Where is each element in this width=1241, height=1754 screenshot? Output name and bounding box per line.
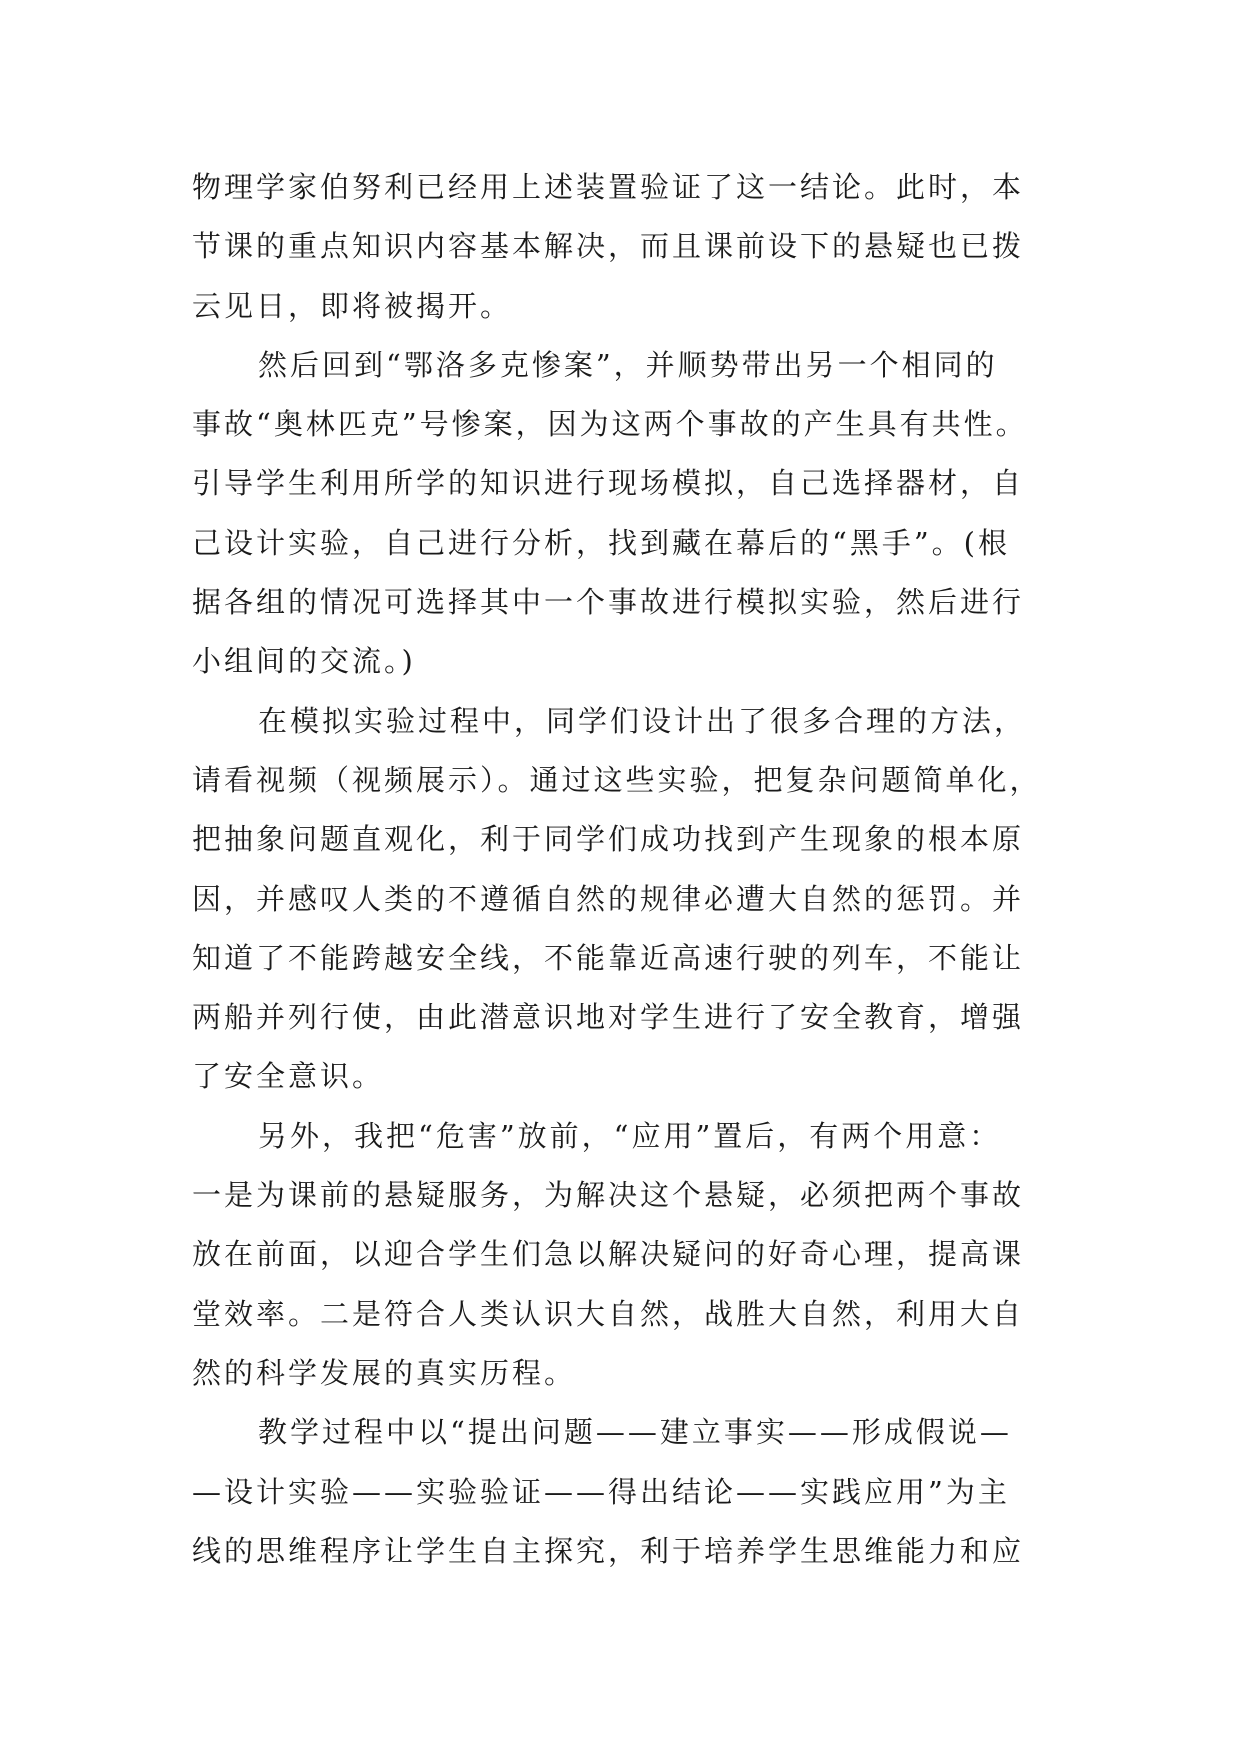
- text-line: 教学过程中以“提出问题——建立事实——形成假说—: [258, 1415, 1012, 1450]
- text-line: 一是为课前的悬疑服务，为解决这个悬疑，必须把两个事故: [192, 1178, 1025, 1213]
- text-line: 另外，我把“危害”放前，“应用”置后，有两个用意：: [258, 1118, 1002, 1153]
- text-line: 因，并感叹人类的不遵循自然的规律必遭大自然的惩罚。并: [192, 881, 1025, 916]
- text-line: 物理学家伯努利已经用上述装置验证了这一结论。此时，本: [192, 170, 1025, 204]
- text-line: 小组间的交流。): [192, 644, 416, 679]
- paragraph: [192, 336, 1052, 692]
- paragraph: [192, 1403, 1052, 1581]
- text-line: 据各组的情况可选择其中一个事故进行模拟实验，然后进行: [192, 585, 1025, 620]
- text-line: 两船并列行使，由此潜意识地对学生进行了安全教育，增强: [192, 1000, 1025, 1035]
- text-line: 然后回到“鄂洛多克惨案”，并顺势带出另一个相同的: [258, 347, 998, 382]
- text-line: 然的科学发展的真实历程。: [192, 1355, 577, 1390]
- text-line: 线的思维程序让学生自主探究，利于培养学生思维能力和应: [192, 1533, 1025, 1568]
- text-line: 己设计实验，自己进行分析，找到藏在幕后的“黑手”。(根: [192, 525, 1010, 560]
- text-line: 了安全意识。: [192, 1059, 385, 1094]
- text-line: 引导学生利用所学的知识进行现场模拟，自己选择器材，自: [192, 466, 1025, 501]
- text-line: 事故“奥林匹克”号惨案，因为这两个事故的产生具有共性。: [192, 407, 1028, 442]
- paragraph: [192, 158, 1052, 336]
- text-line: 知道了不能跨越安全线，不能靠近高速行驶的列车，不能让: [192, 940, 1025, 975]
- text-line: 在模拟实验过程中，同学们设计出了很多合理的方法，: [258, 703, 1027, 738]
- text-line: —设计实验——实验验证——得出结论——实践应用”为主: [192, 1474, 1010, 1509]
- text-line: 节课的重点知识内容基本解决，而且课前设下的悬疑也已拨: [192, 229, 1025, 264]
- paragraph: [192, 692, 1052, 1107]
- text-line: 堂效率。二是符合人类认识大自然，战胜大自然，利用大自: [192, 1296, 1025, 1331]
- text-line: 请看视频（视频展示）。通过这些实验，把复杂问题简单化，: [192, 762, 1042, 797]
- text-line: 云见日，即将被揭开。: [192, 288, 513, 323]
- body-text: [192, 158, 1052, 1581]
- paragraph: [192, 1107, 1052, 1403]
- text-line: 放在前面，以迎合学生们急以解决疑问的好奇心理，提高课: [192, 1237, 1025, 1272]
- text-line: 把抽象问题直观化，利于同学们成功找到产生现象的根本原: [192, 822, 1025, 857]
